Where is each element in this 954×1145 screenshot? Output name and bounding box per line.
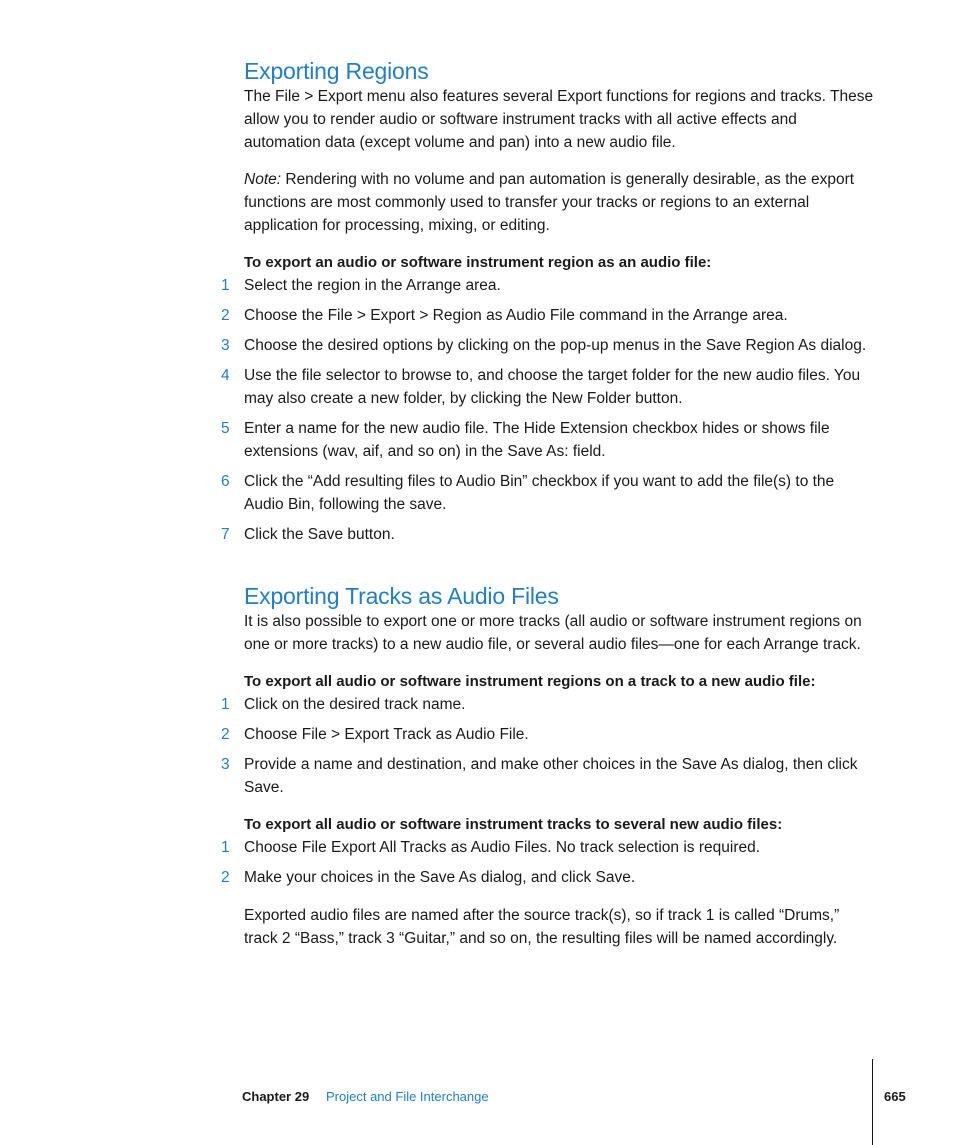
step-item <box>221 364 874 410</box>
step-item <box>221 417 874 463</box>
step-item <box>221 753 874 799</box>
step-number: 4 <box>221 367 230 384</box>
section-exporting-tracks <box>221 581 874 950</box>
section-heading: Exporting Regions <box>244 58 429 84</box>
step-number: 2 <box>221 307 230 324</box>
step-item <box>221 836 874 859</box>
closing-paragraph: Exported audio files are named after the source track(s), so if track 1 is called “Drums,” track 2 “Bass,” track 3 “Guitar,” and so on, the resulting files will be named accordingly. <box>244 907 840 947</box>
steps-list <box>221 274 874 546</box>
page-content <box>221 56 874 950</box>
step-number: 2 <box>221 726 230 743</box>
step-number: 1 <box>221 277 230 294</box>
step-item <box>221 274 874 297</box>
step-text: Click the Save button. <box>244 526 395 543</box>
step-text: Choose File > Export Track as Audio File. <box>244 726 529 743</box>
step-text: Use the file selector to browse to, and choose the target folder for the new audio files. You may also create a new folder, by clicking the New Folder button. <box>244 367 861 407</box>
step-text: Enter a name for the new audio file. The Hide Extension checkbox hides or shows file extensions (wav, aif, and so on) in the Save As: field. <box>244 420 830 460</box>
step-number: 1 <box>221 696 230 713</box>
steps-list <box>221 836 874 889</box>
step-text: Choose the File > Export > Region as Audio File command in the Arrange area. <box>244 307 788 324</box>
step-number: 5 <box>221 420 230 437</box>
step-item <box>221 304 874 327</box>
step-number: 3 <box>221 756 230 773</box>
step-text: Make your choices in the Save As dialog, and click Save. <box>244 869 636 886</box>
steps-list <box>221 693 874 799</box>
note-text: Rendering with no volume and pan automation is generally desirable, as the export functions are most commonly used to transfer your tracks or regions to an external application for processing, mixing, or editing. <box>244 171 855 234</box>
step-number: 6 <box>221 473 230 490</box>
note-label: Note: <box>244 171 282 188</box>
intro-paragraph: The File > Export menu also features several Export functions for regions and tracks. These allow you to render audio or software instrument tracks with all active effects and automation data (except volume and pan) into a new audio file. <box>244 88 874 151</box>
page-number: 665 <box>884 1089 906 1104</box>
section-heading: Exporting Tracks as Audio Files <box>244 583 559 609</box>
step-text: Click on the desired track name. <box>244 696 466 713</box>
step-item <box>221 866 874 889</box>
step-item <box>221 723 874 746</box>
section-exporting-regions <box>221 56 874 546</box>
step-item <box>221 523 874 546</box>
step-text: Choose the desired options by clicking on the pop-up menus in the Save Region As dialog. <box>244 337 867 354</box>
task-title: To export all audio or software instrument tracks to several new audio files: <box>244 816 783 833</box>
footer-chapter-label: Chapter 29 <box>242 1089 310 1104</box>
note-paragraph <box>244 168 874 237</box>
step-item <box>221 470 874 516</box>
step-text: Select the region in the Arrange area. <box>244 277 501 294</box>
intro-paragraph: It is also possible to export one or more tracks (all audio or software instrument regions on one or more tracks) to a new audio file, or several audio files—one for each Arrange track. <box>244 613 862 653</box>
step-item <box>221 693 874 716</box>
step-text: Provide a name and destination, and make other choices in the Save As dialog, then click Save. <box>244 756 858 796</box>
task-title: To export an audio or software instrument region as an audio file: <box>244 254 712 271</box>
step-number: 3 <box>221 337 230 354</box>
step-number: 1 <box>221 839 230 856</box>
step-text: Click the “Add resulting files to Audio Bin” checkbox if you want to add the file(s) to the Audio Bin, following the save. <box>244 473 835 513</box>
step-item <box>221 334 874 357</box>
footer-chapter-title: Project and File Interchange <box>326 1089 489 1104</box>
step-text: Choose File Export All Tracks as Audio Files. No track selection is required. <box>244 839 761 856</box>
footer-divider <box>872 1059 873 1145</box>
task-title: To export all audio or software instrument regions on a track to a new audio file: <box>244 673 816 690</box>
step-number: 7 <box>221 526 230 543</box>
step-number: 2 <box>221 869 230 886</box>
